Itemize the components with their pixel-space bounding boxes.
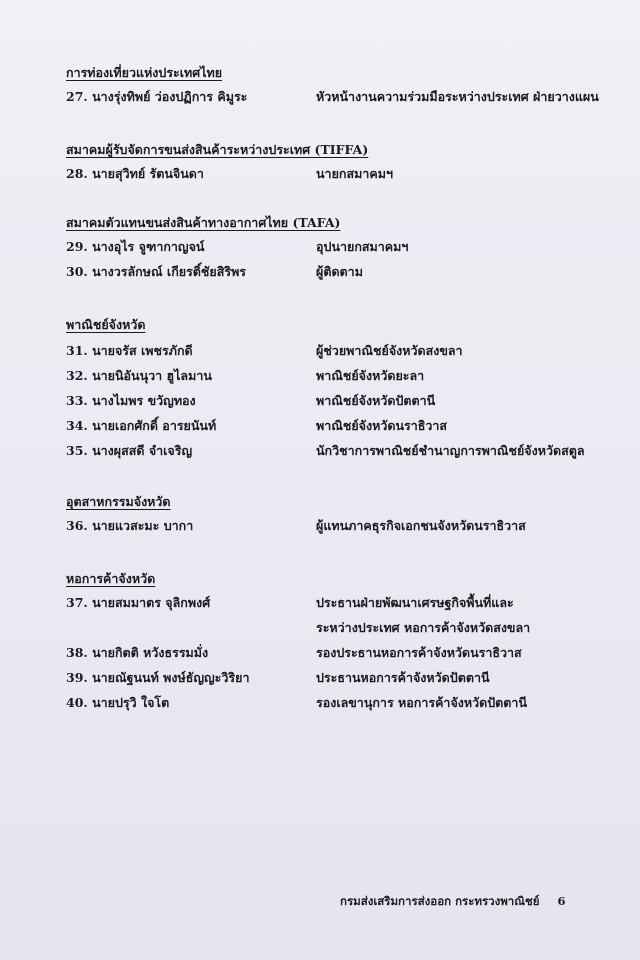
list-item: [66, 417, 606, 442]
person-position: รองประธานหอการค้าจังหวัดนราธิวาส: [316, 645, 522, 660]
person-position: รองเลขานุการ หอการค้าจังหวัดปัตตานี: [316, 695, 527, 710]
person-position: หัวหน้างานความร่วมมือระหว่างประเทศ ฝ่ายวางแผน: [316, 89, 599, 104]
person-position: ระหว่างประเทศ หอการค้าจังหวัดสงขลา: [316, 620, 531, 635]
person-position: ประธานหอการค้าจังหวัดปัตตานี: [316, 670, 490, 685]
list-item: [66, 367, 606, 392]
list-item: [66, 442, 606, 467]
list-item: [66, 238, 606, 263]
section-heading: สมาคมผู้รับจัดการขนส่งสินค้าระหว่างประเทศ (TIFFA): [66, 142, 369, 157]
person-position: อุปนายกสมาคมฯ: [316, 239, 409, 254]
person-position: พาณิชย์จังหวัดปัตตานี: [316, 393, 436, 408]
section-heading: หอการค้าจังหวัด: [66, 571, 156, 586]
list-item: [66, 263, 606, 288]
person-name: 32. นายนิอันนุวา ฮูไลมาน: [66, 368, 212, 383]
person-name: 30. นางวรลักษณ์ เกียรติ์ชัยสิริพร: [66, 264, 247, 279]
person-name: 27. นางรุ่งทิพย์ ว่องปฏิการ คิมูระ: [66, 89, 248, 104]
person-position: พาณิชย์จังหวัดนราธิวาส: [316, 418, 448, 433]
person-position: พาณิชย์จังหวัดยะลา: [316, 368, 425, 383]
person-position: ผู้ช่วยพาณิชย์จังหวัดสงขลา: [316, 343, 463, 358]
section-heading: สมาคมตัวแทนขนส่งสินค้าทางอากาศไทย (TAFA): [66, 215, 341, 230]
section-heading: อุตสาหกรรมจังหวัด: [66, 494, 171, 509]
list-item: [66, 342, 606, 367]
person-position: นายกสมาคมฯ: [316, 166, 393, 181]
person-name: 40. นายปรุวิ ใจโต: [66, 695, 170, 710]
list-item: [66, 694, 606, 719]
person-name: 34. นายเอกศักดิ์ อารยนันท์: [66, 418, 217, 433]
list-item: [66, 165, 606, 190]
person-position: นักวิชาการพาณิชย์ชำนาญการพาณิชย์จังหวัดสตูล: [316, 443, 585, 458]
list-item: [66, 88, 606, 113]
person-name: 35. นางผุสสดี จำเจริญ: [66, 443, 193, 458]
page-footer: [340, 893, 566, 911]
section-tafa: [66, 214, 606, 288]
section-chamber-of-commerce: [66, 570, 606, 719]
person-name: 29. นางอุไร จูฑากาญจน์: [66, 239, 205, 254]
section-tiffa: [66, 141, 606, 190]
section-provincial-industry: [66, 493, 606, 542]
page-number: 6: [557, 894, 566, 908]
person-name: 38. นายกิตติ หวังธรรมมั่ง: [66, 645, 209, 660]
section-heading: พาณิชย์จังหวัด: [66, 317, 146, 332]
person-name: 28. นายสุวิทย์ รัตนจินดา: [66, 166, 204, 181]
list-item: [66, 517, 606, 542]
person-name: 31. นายจรัส เพชรภักดี: [66, 343, 193, 358]
person-name: 37. นายสมมาตร จุลิกพงศ์: [66, 595, 211, 610]
list-item: [66, 669, 606, 694]
person-position: ประธานฝ่ายพัฒนาเศรษฐกิจพื้นที่และ: [316, 595, 514, 610]
person-position: ผู้ติดตาม: [316, 264, 363, 279]
person-position: ผู้แทนภาคธุรกิจเอกชนจังหวัดนราธิวาส: [316, 518, 526, 533]
section-tat: [66, 64, 606, 113]
section-provincial-commerce: [66, 316, 606, 467]
person-name: 36. นายแวสะมะ บากา: [66, 518, 194, 533]
list-item: [66, 594, 606, 619]
section-heading: การท่องเที่ยวแห่งประเทศไทย: [66, 65, 223, 80]
person-name: 33. นางไมพร ขวัญทอง: [66, 393, 196, 408]
person-name: 39. นายณัฐนนท์ พงษ์ธัญญะวิริยา: [66, 670, 250, 685]
list-item: [66, 644, 606, 669]
list-item: [66, 619, 606, 644]
footer-department: กรมส่งเสริมการส่งออก กระทรวงพาณิชย์: [340, 894, 540, 908]
list-item: [66, 392, 606, 417]
